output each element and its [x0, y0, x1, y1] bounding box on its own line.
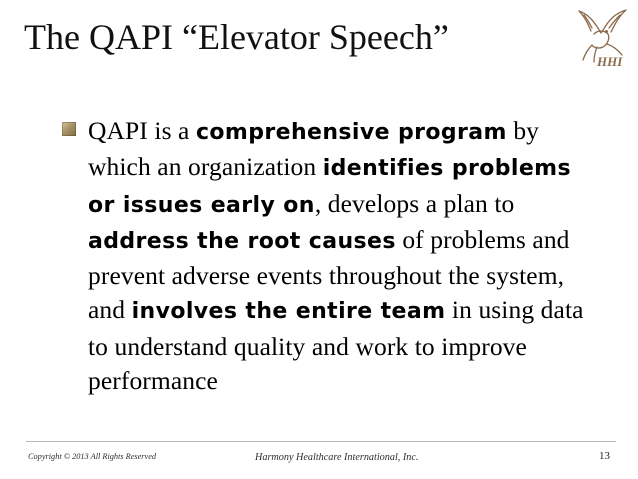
svg-text:HHI: HHI [597, 54, 623, 69]
bullet-emphasis-segment: address the root causes [88, 228, 396, 254]
bullet-text-segment: of problems and prevent adverse events throughout the system, and [88, 224, 570, 325]
dove-hhi-logo-icon [570, 4, 632, 72]
bullet-text-segment: in using data to understand quality and work to improve performance [88, 295, 584, 396]
bullet-emphasis-segment: comprehensive program [195, 120, 507, 145]
bullet-text [88, 114, 598, 398]
bullet-text-segment: QAPI is a [88, 116, 196, 145]
company-name: Harmony Healthcare International, Inc. [255, 452, 419, 463]
bullet-text-segment: , develops a plan to [314, 188, 515, 218]
footer-divider [26, 441, 616, 442]
slide-title: The QAPI “Elevator Speech” [24, 17, 449, 57]
bullet-emphasis-segment: identifies problems or issues early on [88, 156, 571, 218]
page-number: 13 [599, 450, 610, 462]
bullet-emphasis-segment: involves the entire team [131, 299, 446, 325]
copyright-text: Copyright © 2013 All Rights Reserved [28, 452, 157, 461]
bullet-text-segment: by which an organization [88, 116, 540, 182]
square-bullet-icon [62, 122, 76, 136]
